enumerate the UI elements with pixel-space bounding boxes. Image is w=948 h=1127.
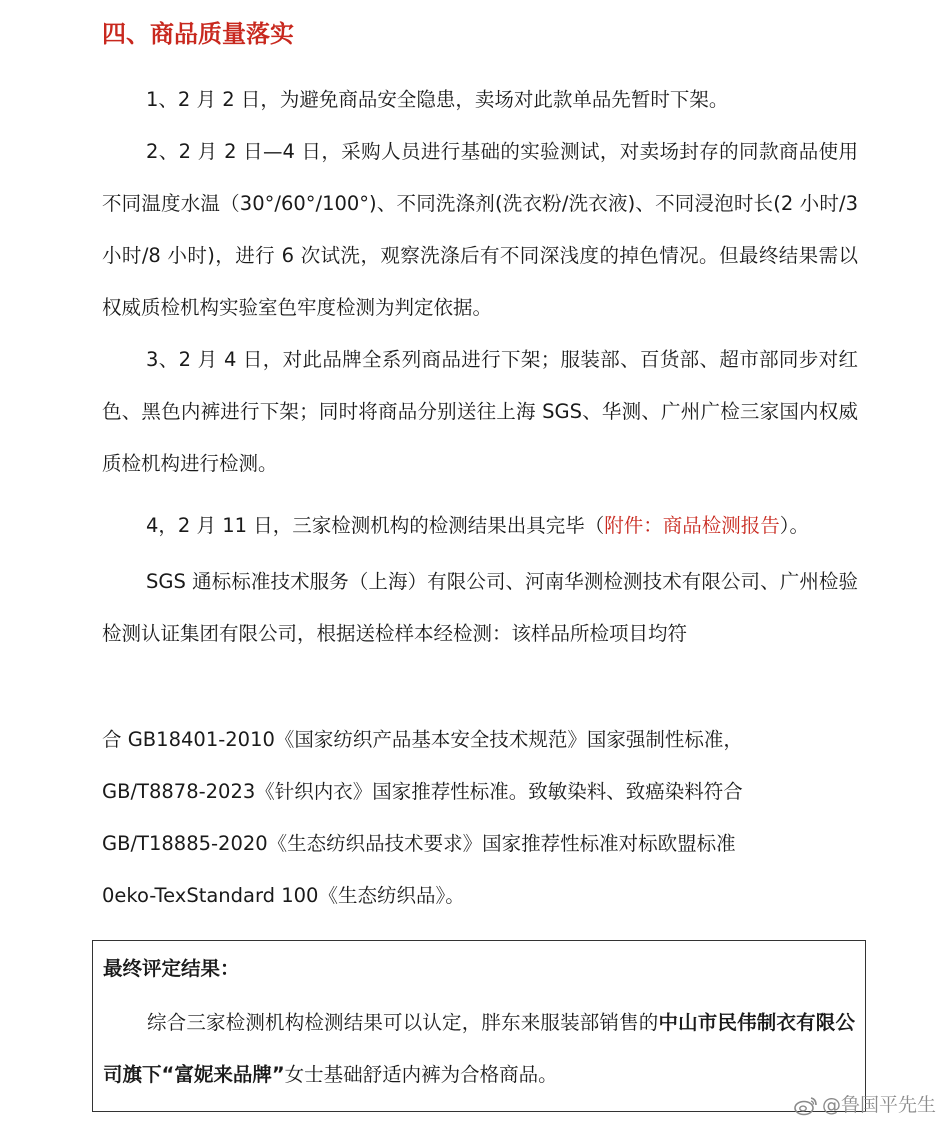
company-brand: 中山市民伟制衣有限公司旗下“富妮来品牌”: [103, 1011, 855, 1086]
section-heading: 四、商品质量落实: [102, 20, 294, 48]
paragraph-4-end: ）。: [779, 514, 810, 537]
watermark: [794, 1090, 936, 1120]
result-text-a: 综合三家检测机构检测结果可以认定，胖东来服装部销售的: [147, 1011, 659, 1034]
paragraph-6: [102, 714, 858, 922]
paragraph-5: SGS 通标标准技术服务（上海）有限公司、河南华测检测技术有限公司、广州检验检测认证集团有限公司，根据送检样本经检测：该样品所检项目均符: [102, 570, 858, 645]
result-text: [103, 997, 855, 1101]
standard-line-4: 0eko-TexStandard 100《生态纺织品》。: [102, 884, 465, 907]
paragraph-4-text: 4，2 月 11 日，三家检测机构的检测结果出具完毕（: [146, 514, 605, 537]
result-text-b: 女士基础舒适内裤为合格商品。: [284, 1063, 558, 1086]
standard-line-2: GB/T8878-2023《针织内衣》国家推荐性标准。致敏染料、致癌染料符合: [102, 780, 743, 803]
attachment-link[interactable]: 附件：商品检测报告: [604, 514, 780, 537]
paragraph-2: 2、2 月 2 日—4 日，采购人员进行基础的实验测试，对卖场封存的同款商品使用不同温度水温（30°/60°/100°)、不同洗涤剂(洗衣粉/洗衣液)、不同浸泡时长(2 小时/3 小时/8 小时)，进行 6 次试洗，观察洗涤后有不同深浅度的掉色情况。但最终结果需以权威质检机构实验室色牢度检测为判定依据。: [102, 140, 858, 319]
weibo-icon: [794, 1095, 818, 1115]
watermark-text: @鲁国平先生: [821, 1094, 936, 1116]
paragraph-3: 3、2 月 4 日，对此品牌全系列商品进行下架；服装部、百货部、超市部同步对红色、黑色内裤进行下架；同时将商品分别送往上海 SGS、华测、广州广检三家国内权威质检机构进行检测。: [102, 348, 858, 475]
paragraph-4: [102, 500, 858, 552]
standard-line-1: 合 GB18401-2010《国家纺织产品基本安全技术规范》国家强制性标准，: [102, 728, 743, 751]
result-box: [92, 940, 866, 1112]
paragraph-1: 1、2 月 2 日，为避免商品安全隐患，卖场对此款单品先暂时下架。: [146, 88, 729, 111]
standard-line-3: GB/T18885-2020《生态纺织品技术要求》国家推荐性标准对标欧盟标准: [102, 832, 736, 855]
result-title: 最终评定结果：: [103, 957, 240, 980]
